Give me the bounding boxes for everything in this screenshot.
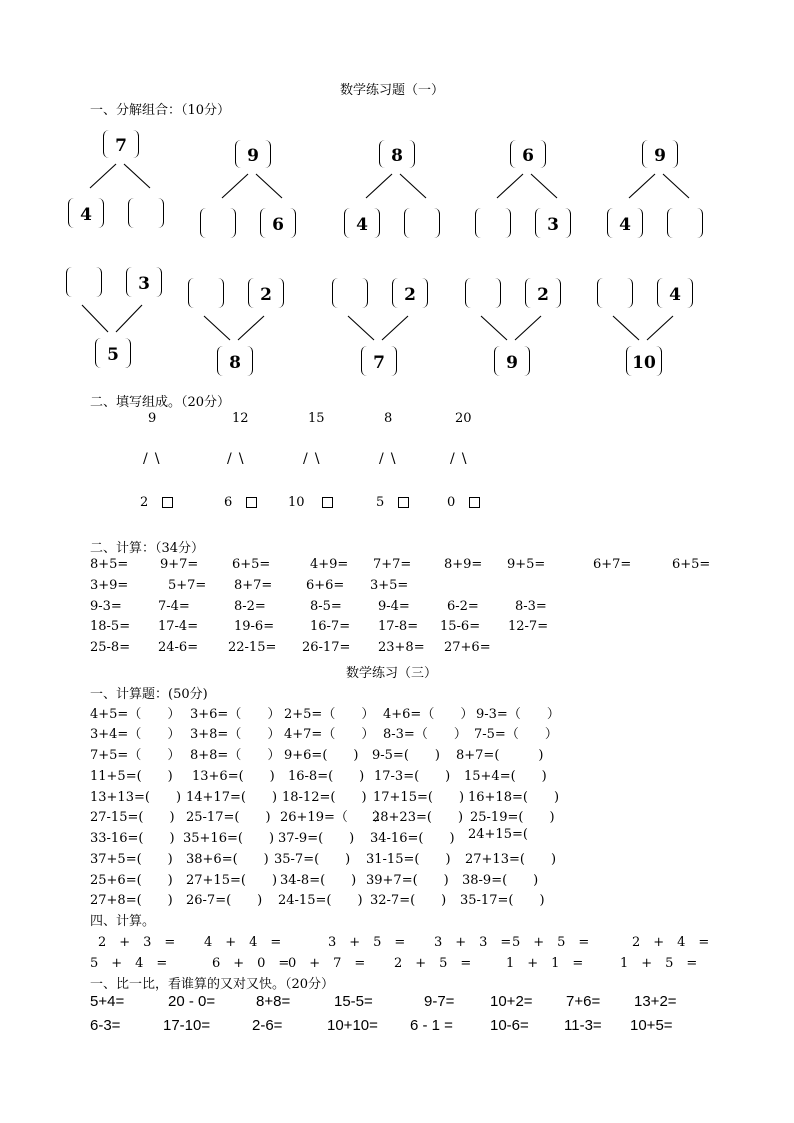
section5-heading: 四、计算。 (90, 914, 156, 929)
calc-problem: 8+7= (234, 578, 273, 593)
bottom-tree-branch-right (382, 316, 408, 340)
bottom-tree-branch-left (481, 316, 507, 340)
calc-paren-problem: 9-3=（ ） (476, 707, 560, 722)
composition-branch-icon: / ∖ (227, 451, 246, 467)
top-tree-branch-left (497, 174, 523, 198)
calc-problem: 8-3= (515, 599, 547, 614)
top-tree-branch-left (629, 174, 655, 198)
calc-paren-problem: 37+5=( ) (90, 852, 173, 867)
calc-paren-problem: 14+17=( ) (186, 790, 278, 805)
calc-paren-problem: 38-9=( ) (462, 873, 539, 888)
calc-problem: 24-6= (158, 640, 199, 655)
calc-problem: 6-2= (447, 599, 479, 614)
composition-part: 5 (376, 495, 385, 510)
calc-paren-problem: 9-5=( ) (372, 748, 440, 763)
spaced-calc-problem: 1 + 5 = (620, 956, 698, 971)
calc-paren-problem: 11+5=( ) (90, 769, 173, 784)
calc-problem: 9+5= (507, 557, 546, 572)
bottom-tree-left[interactable] (188, 278, 224, 308)
calc-problem: 12-7= (508, 619, 549, 634)
top-tree-left[interactable] (200, 208, 236, 238)
spaced-calc-problem: 2 + 5 = (394, 956, 472, 971)
section2-heading: 二、填写组成。（20分） (90, 395, 231, 410)
calc-paren-problem: 8-3=（ ） (383, 727, 467, 742)
calc-paren-problem: 28+23=( ) (372, 810, 464, 825)
calc-problem: 9-3= (90, 599, 122, 614)
calc-paren-problem: 16+18=( ) (468, 790, 560, 805)
bottom-tree-right-value: 2 (260, 285, 272, 305)
section3-heading: 二、计算：（34分） (90, 541, 205, 556)
calc-paren-problem: 38+6=( ) (186, 852, 269, 867)
compare-problem: 10+10= (327, 1017, 378, 1034)
compare-problem: 7+6= (566, 993, 601, 1010)
compare-problem: 9-7= (424, 993, 455, 1010)
composition-part: 0 (447, 495, 456, 510)
top-tree-root (235, 140, 271, 168)
bottom-tree-root-value: 5 (107, 345, 119, 365)
calc-paren-problem: 3+8=（ ） (190, 727, 281, 742)
spaced-calc-problem: 6 + 0 = (212, 956, 290, 971)
bottom-tree-right (248, 278, 284, 308)
composition-branch-icon: / ∖ (450, 451, 469, 467)
top-tree-left-value: 4 (80, 205, 92, 225)
calc-problem: 8-2= (234, 599, 266, 614)
calc-paren-problem: 35-7=( ) (274, 852, 351, 867)
calc-paren-problem: 26-7=( ) (186, 893, 263, 908)
bottom-tree-root-value: 8 (229, 353, 241, 373)
bottom-tree-branch-right (515, 316, 541, 340)
calc-paren-problem: 27-15=( ) (90, 810, 175, 825)
calc-paren-problem: 15+4=( ) (464, 769, 547, 784)
compare-problem: 10-6= (490, 1017, 529, 1034)
calc-paren-problem: 34-8=( ) (280, 873, 357, 888)
top-tree-root-value: 6 (522, 146, 534, 166)
calc-paren-problem: 35-17=( ) (460, 893, 545, 908)
bottom-tree-root (361, 346, 397, 376)
top-tree-root-value: 9 (247, 146, 259, 166)
top-tree-root-value: 9 (654, 146, 666, 166)
calc-problem: 6+6= (306, 578, 345, 593)
calc-problem: 18-5= (90, 619, 131, 634)
calc-problem: 26-17= (302, 640, 351, 655)
spaced-calc-problem: 3 + 5 = (328, 935, 406, 950)
calc-paren-problem: 27+8=( ) (90, 893, 173, 908)
calc-problem: 16-7= (310, 619, 351, 634)
composition-total: 15 (308, 411, 325, 426)
compare-problem: 6-3= (90, 1017, 121, 1034)
top-tree-left (68, 198, 104, 228)
page-title: 数学练习题（一） (340, 83, 445, 98)
top-tree-right-value: 6 (272, 215, 284, 235)
top-tree-branch-right (531, 174, 557, 198)
answer-box[interactable] (246, 497, 257, 508)
top-tree-right[interactable] (404, 208, 440, 238)
calc-paren-problem: 24-15=( ) (278, 893, 363, 908)
spaced-calc-problem: 2 + 4 = (632, 935, 710, 950)
bottom-tree-right-value: 4 (669, 285, 681, 305)
calc-paren-problem: 8+8=（ ） (190, 748, 281, 763)
bottom-tree-root-value: 7 (373, 353, 385, 373)
compare-problem: 8+8= (256, 993, 291, 1010)
compare-problem: 5+4= (90, 993, 125, 1010)
top-tree-branch-left (366, 174, 392, 198)
calc-problem: 17-8= (378, 619, 419, 634)
calc-paren-problem: 27+15=( ) (186, 873, 278, 888)
bottom-tree-branch-right (238, 316, 264, 340)
calc-paren-problem: 7-5=（ ） (474, 727, 558, 742)
compare-problem: 20 - 0= (168, 993, 216, 1010)
answer-box[interactable] (322, 497, 333, 508)
calc-problem: 6+5= (672, 557, 711, 572)
calc-problem: 22-15= (228, 640, 277, 655)
calc-problem: 5+7= (168, 578, 207, 593)
calc-problem: 8+5= (90, 557, 129, 572)
calc-paren-problem: 17-3=( ) (374, 769, 451, 784)
calc-paren-problem: 25+6=( ) (90, 873, 173, 888)
calc-problem: 4+9= (310, 557, 349, 572)
composition-total: 9 (148, 411, 157, 426)
spaced-calc-problem: 3 + 3 = (434, 935, 512, 950)
composition-branch-icon: / ∖ (143, 451, 162, 467)
calc-paren-problem: 16-8=( ) (288, 769, 365, 784)
calc-problem: 15-6= (440, 619, 481, 634)
bottom-tree-branch-left (613, 316, 639, 340)
calc-paren-problem: 2+5=（ ） (284, 707, 375, 722)
bottom-tree-root (626, 346, 662, 376)
composition-total: 12 (232, 411, 249, 426)
calc-problem: 9+7= (160, 557, 199, 572)
compare-problem: 13+2= (634, 993, 677, 1010)
calc-paren-problem: 32-7=( ) (370, 893, 447, 908)
spaced-calc-problem: 5 + 5 = (512, 935, 590, 950)
bottom-tree-left[interactable] (465, 278, 501, 308)
top-tree-branch-right (400, 174, 426, 198)
composition-total: 8 (384, 411, 393, 426)
bottom-tree-right-value: 2 (537, 285, 549, 305)
bottom-tree-branch-left (348, 316, 374, 340)
bottom-tree-right-value: 3 (138, 274, 150, 294)
calc-problem: 8-5= (310, 599, 342, 614)
top-tree-left-value: 4 (619, 215, 631, 235)
bottom-tree-left[interactable] (332, 278, 368, 308)
calc-problem: 6+7= (593, 557, 632, 572)
bottom-tree-branch-left (82, 305, 108, 332)
spaced-calc-problem: 2 + 3 = (98, 935, 176, 950)
compare-problem: 17-10= (163, 1017, 211, 1034)
bottom-tree-left[interactable] (597, 278, 633, 308)
calc-problem: 3+5= (370, 578, 409, 593)
top-tree-left[interactable] (475, 208, 511, 238)
calc-paren-problem: 31-15=( ) (366, 852, 451, 867)
compare-problem: 10+2= (490, 993, 533, 1010)
composition-part: 6 (224, 495, 233, 510)
composition-total: 20 (455, 411, 472, 426)
composition-part: 10 (288, 495, 305, 510)
bottom-tree-right (525, 278, 561, 308)
bottom-tree-root-value: 9 (506, 353, 518, 373)
compare-problem: 10+5= (630, 1017, 673, 1034)
calc-paren-problem: 9+6=( ) (284, 748, 359, 763)
calc-paren-problem: 39+7=( ) (366, 873, 449, 888)
answer-box[interactable] (398, 497, 409, 508)
bottom-tree-branch-left (204, 316, 230, 340)
page-title-2: 数学练习（三） (346, 666, 438, 681)
top-tree-left (607, 208, 643, 238)
calc-paren-problem: 25-19=( ) (470, 810, 555, 825)
calc-paren-problem: 34-16=( ) (370, 831, 455, 846)
calc-problem: 27+6= (444, 640, 491, 655)
bottom-tree-root (217, 346, 253, 376)
answer-box[interactable] (162, 497, 173, 508)
top-tree-root (510, 140, 546, 168)
spaced-calc-problem: 1 + 1 = (506, 956, 584, 971)
top-tree-root-value: 7 (115, 136, 127, 156)
calc-paren-problem: 13+6=( ) (192, 769, 275, 784)
calc-problem: 7-4= (158, 599, 190, 614)
calc-paren-problem: 8+7=( ) (456, 748, 544, 763)
compare-problem: 15-5= (334, 993, 373, 1010)
calc-problem: 6+5= (232, 557, 271, 572)
bottom-tree-right (392, 278, 428, 308)
top-tree-right[interactable] (128, 198, 164, 228)
calc-paren-problem: 35+16=( ) (183, 831, 275, 846)
bottom-tree-right-value: 2 (404, 285, 416, 305)
calc-paren-problem: 27+13=( ) (465, 852, 557, 867)
calc-problem: 7+7= (373, 557, 412, 572)
calc-paren-problem: 25-17=( ) (186, 810, 271, 825)
calc-paren-problem: 7+5=（ ） (90, 748, 181, 763)
decomposition-trees (0, 0, 794, 390)
top-tree-right (260, 208, 296, 238)
calc-paren-problem: 4+5=（ ） (90, 707, 181, 722)
section6-heading: 一、比一比，看谁算的又对又快。（20分） (90, 977, 335, 992)
calc-problem: 17-4= (158, 619, 199, 634)
calc-paren-problem: 4+7=（ ） (284, 727, 375, 742)
spaced-calc-problem: 5 + 4 = (90, 956, 168, 971)
top-tree-right (535, 208, 571, 238)
top-tree-left-value: 4 (356, 215, 368, 235)
top-tree-branch-left (90, 164, 116, 188)
top-tree-right[interactable] (667, 208, 703, 238)
section4-heading: 一、计算题：(50分) (90, 687, 208, 702)
calc-paren-problem: 33-16=( ) (90, 831, 175, 846)
bottom-tree-right (126, 267, 162, 297)
calc-problem: 9-4= (378, 599, 410, 614)
answer-box[interactable] (469, 497, 480, 508)
bottom-tree-right (657, 278, 693, 308)
bottom-tree-root (494, 346, 530, 376)
compare-problem: 2-6= (252, 1017, 283, 1034)
calc-paren-problem: 13+13=( ) (90, 790, 182, 805)
calc-paren-problem: 24+15=( (468, 827, 528, 842)
top-tree-branch-right (663, 174, 689, 198)
top-tree-branch-right (124, 164, 150, 188)
top-tree-right-value: 3 (547, 215, 559, 235)
calc-problem: 23+8= (378, 640, 425, 655)
bottom-tree-branch-right (116, 305, 142, 332)
calc-paren-problem: 37-9=( ) (278, 831, 355, 846)
bottom-tree-root (95, 338, 131, 368)
top-tree-root (379, 140, 415, 168)
top-tree-left (344, 208, 380, 238)
calc-problem: 25-8= (90, 640, 131, 655)
calc-problem: 8+9= (444, 557, 483, 572)
bottom-tree-root-value: 10 (632, 353, 656, 373)
section1-heading: 一、分解组合：（10分） (90, 103, 231, 118)
top-tree-branch-left (222, 174, 248, 198)
bottom-tree-left[interactable] (66, 267, 102, 297)
calc-paren-problem: 3+4=（ ） (90, 727, 181, 742)
spaced-calc-problem: 0 + 7 = (288, 956, 366, 971)
top-tree-root (642, 140, 678, 168)
composition-branch-icon: / ∖ (303, 451, 322, 467)
calc-paren-problem: 4+6=（ ） (383, 707, 474, 722)
calc-problem: 19-6= (234, 619, 275, 634)
calc-paren-problem: 3+6=（ ） (190, 707, 281, 722)
bottom-tree-branch-right (647, 316, 673, 340)
top-tree-root (103, 130, 139, 158)
calc-paren-problem: 26+19=（ ） (280, 810, 387, 825)
composition-part: 2 (140, 495, 149, 510)
calc-paren-problem: 18-12=( ) (282, 790, 367, 805)
calc-paren-problem: 17+15=( ) (373, 790, 465, 805)
calc-problem: 3+9= (90, 578, 129, 593)
composition-branch-icon: / ∖ (379, 451, 398, 467)
top-tree-root-value: 8 (391, 146, 403, 166)
compare-problem: 11-3= (564, 1017, 602, 1034)
top-tree-branch-right (256, 174, 282, 198)
compare-problem: 6 - 1 = (410, 1017, 453, 1034)
spaced-calc-problem: 4 + 4 = (204, 935, 282, 950)
